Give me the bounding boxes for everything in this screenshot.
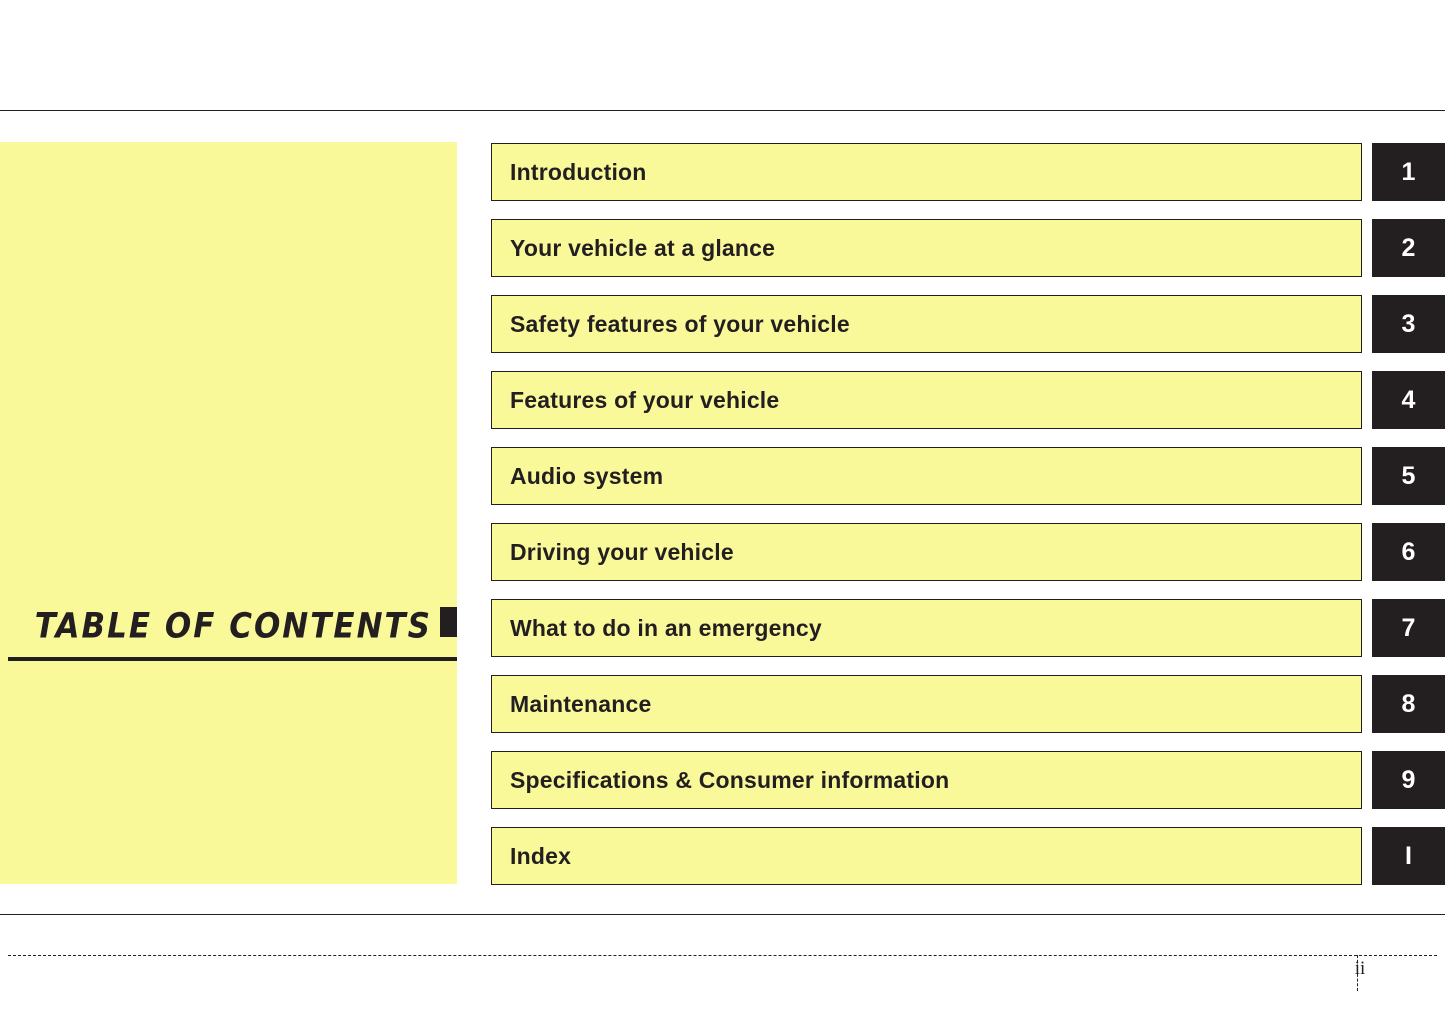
chapter-label: Index	[510, 842, 572, 869]
chapter-tab[interactable]	[1372, 599, 1445, 675]
footer-dashed-divider	[8, 955, 1437, 956]
chapter-tab[interactable]	[1372, 523, 1445, 599]
chapter-tab-label[interactable]: 1	[1372, 143, 1445, 201]
title-panel	[0, 142, 457, 884]
chapter-box[interactable]	[491, 143, 1362, 201]
chapter-box[interactable]	[491, 827, 1362, 885]
chapter-tab-label[interactable]: 8	[1372, 675, 1445, 733]
list-item[interactable]	[491, 447, 1362, 523]
chapter-tab[interactable]	[1372, 447, 1445, 523]
chapter-label: Audio system	[510, 462, 664, 489]
chapter-tab[interactable]	[1372, 371, 1445, 447]
chapter-tab-label[interactable]: 5	[1372, 447, 1445, 505]
list-item[interactable]	[491, 523, 1362, 599]
list-item[interactable]	[491, 143, 1362, 219]
chapter-label: Your vehicle at a glance	[510, 234, 776, 261]
chapter-tab-label[interactable]: 7	[1372, 599, 1445, 657]
chapter-tab[interactable]	[1372, 827, 1445, 903]
toc-title-block	[0, 606, 457, 662]
list-item[interactable]	[491, 751, 1362, 827]
chapter-label: What to do in an emergency	[510, 614, 822, 641]
chapter-tab[interactable]	[1372, 219, 1445, 295]
list-item[interactable]	[491, 219, 1362, 295]
list-item[interactable]	[491, 675, 1362, 751]
chapter-box[interactable]	[491, 675, 1362, 733]
list-item[interactable]	[491, 827, 1362, 903]
page-number: ii	[1354, 958, 1366, 979]
chapter-label: Features of your vehicle	[510, 386, 780, 413]
chapter-list	[491, 143, 1362, 903]
chapter-label: Introduction	[510, 158, 647, 185]
page-title: TABLE OF CONTENTS	[34, 606, 432, 647]
chapter-tab-label[interactable]: 2	[1372, 219, 1445, 277]
chapter-tab-label[interactable]: 6	[1372, 523, 1445, 581]
bottom-divider	[0, 914, 1445, 915]
chapter-tab-label[interactable]: 3	[1372, 295, 1445, 353]
chapter-label: Maintenance	[510, 690, 652, 717]
chapter-tab-label[interactable]: 9	[1372, 751, 1445, 809]
chapter-tab-label[interactable]: I	[1372, 827, 1445, 885]
chapter-tab-column	[1372, 143, 1445, 903]
chapter-box[interactable]	[491, 751, 1362, 809]
list-item[interactable]	[491, 295, 1362, 371]
chapter-tab[interactable]	[1372, 675, 1445, 751]
chapter-box[interactable]	[491, 219, 1362, 277]
chapter-label: Specifications & Consumer information	[510, 766, 950, 793]
chapter-box[interactable]	[491, 295, 1362, 353]
chapter-label: Driving your vehicle	[510, 538, 734, 565]
list-item[interactable]	[491, 371, 1362, 447]
chapter-tab[interactable]	[1372, 143, 1445, 219]
chapter-box[interactable]	[491, 523, 1362, 581]
chapter-tab[interactable]	[1372, 295, 1445, 371]
title-underline	[8, 657, 457, 661]
list-item[interactable]	[491, 599, 1362, 675]
chapter-box[interactable]	[491, 447, 1362, 505]
chapter-box[interactable]	[491, 371, 1362, 429]
chapter-tab-label[interactable]: 4	[1372, 371, 1445, 429]
chapter-label: Safety features of your vehicle	[510, 310, 850, 337]
chapter-box[interactable]	[491, 599, 1362, 657]
chapter-tab[interactable]	[1372, 751, 1445, 827]
top-divider	[0, 110, 1445, 111]
title-square-mark	[440, 607, 457, 637]
